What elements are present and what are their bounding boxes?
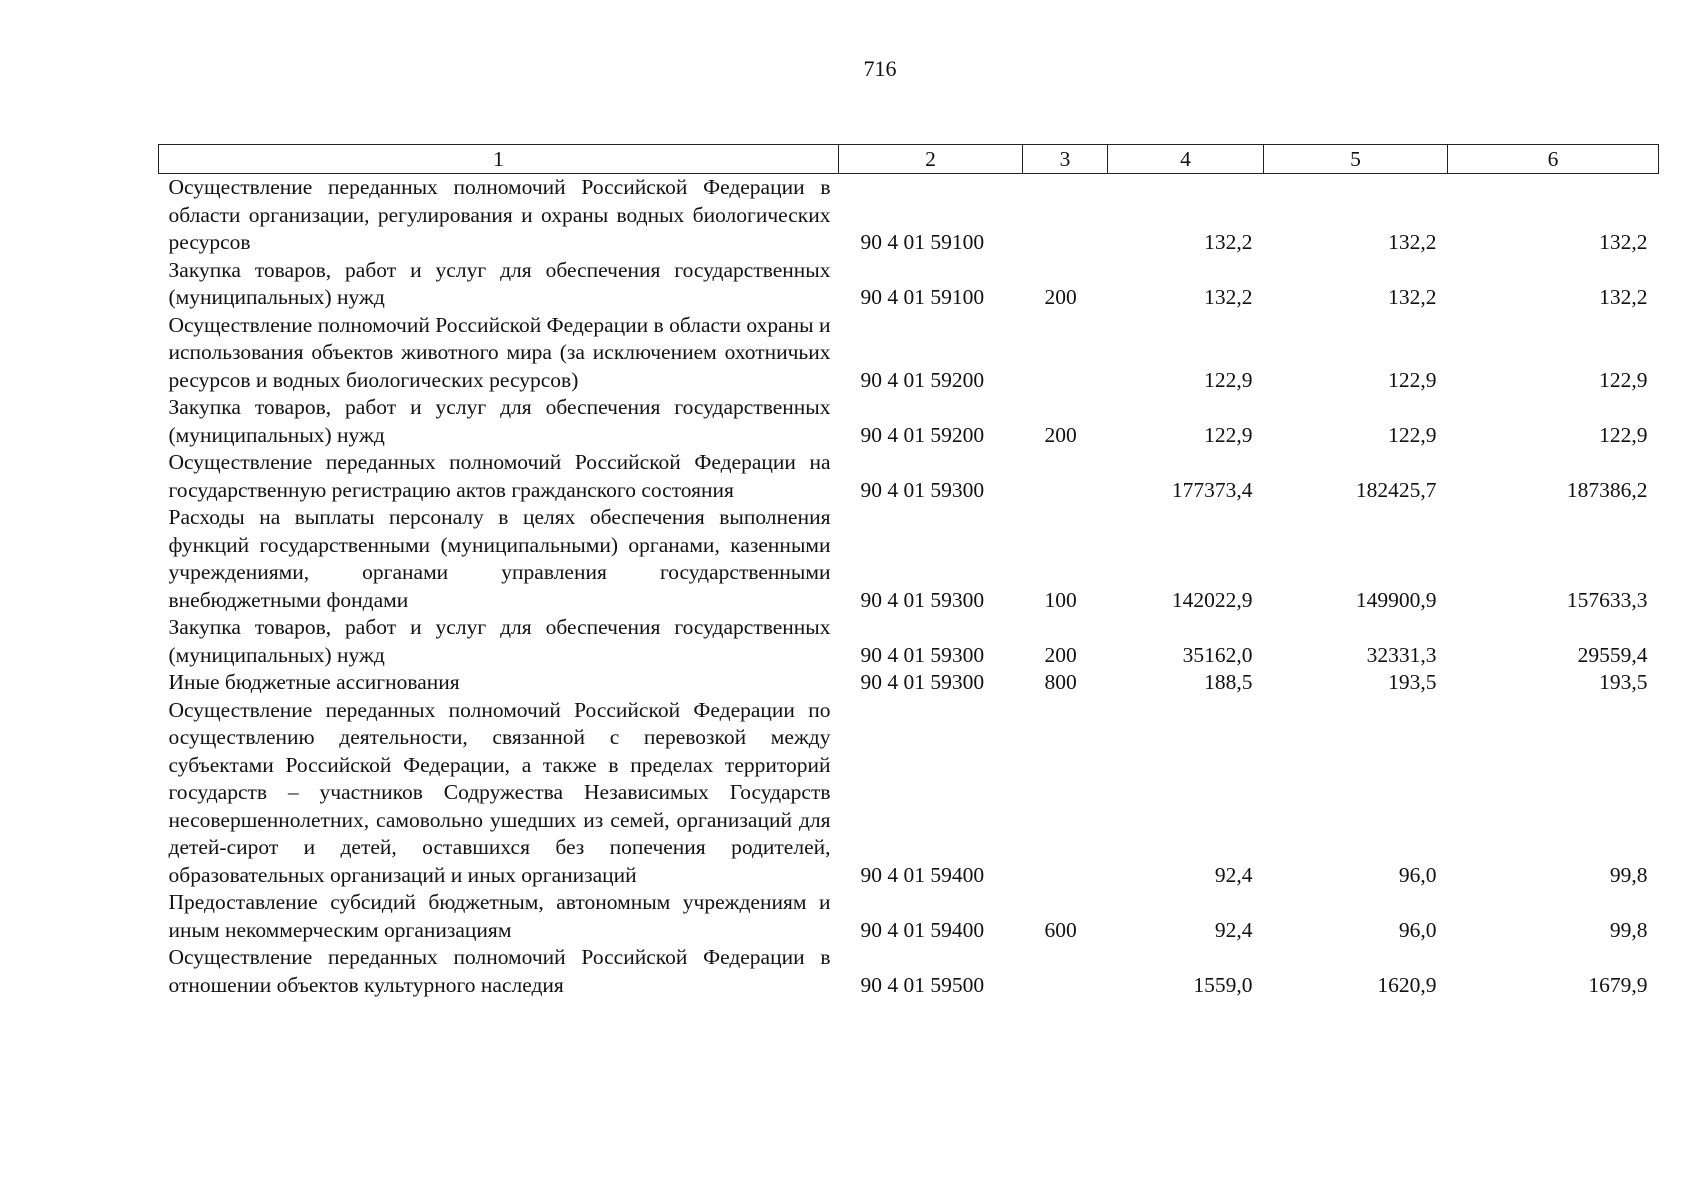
row-value-col6: 122,9	[1599, 422, 1648, 447]
row-value-col5: 132,2	[1388, 285, 1437, 309]
header-col-4: 4	[1108, 145, 1264, 174]
row-value-col6: 187386,2	[1566, 477, 1648, 502]
row-code: 90 4 01 59200	[860, 422, 985, 447]
row-expense-type: 600	[1044, 917, 1077, 942]
table-row	[159, 394, 1659, 449]
table-body	[159, 174, 1659, 1000]
header-col-1: 1	[159, 145, 839, 174]
row-code: 90 4 01 59400	[860, 917, 985, 942]
row-description: Осуществление переданных полномочий Российской Федерации по осуществлению деятельности, связанной с перевозкой между субъектами Российской Федерации, а также в пределах территорий государств – участников Содружества Независимых Государств несовершеннолетних, самовольно ушедших из семей, организаций для детей-сирот и детей, оставшихся без попечения родителей, образовательных организаций и иных организаций	[168, 697, 831, 887]
table-header	[159, 145, 1659, 174]
row-expense-type	[1023, 449, 1108, 504]
table-row	[159, 944, 1659, 999]
row-value-col5: 122,9	[1388, 422, 1437, 447]
row-expense-type	[1023, 944, 1108, 999]
table-row	[159, 614, 1659, 669]
row-value-col6: 29559,4	[1577, 642, 1648, 667]
row-value-col4: 35162,0	[1182, 642, 1253, 667]
row-expense-type: 200	[1044, 285, 1077, 309]
row-description: Расходы на выплаты персоналу в целях обеспечения выполнения функций государственными (муниципальными) органами, казенными учреждениями, органами управления государственными внебюджетными фондами	[168, 505, 831, 612]
row-value-col6: 132,2	[1599, 285, 1648, 309]
header-row	[159, 145, 1659, 174]
header-col-6: 6	[1448, 145, 1659, 174]
row-value-col4: 132,2	[1204, 285, 1253, 309]
row-value-col5: 32331,3	[1366, 642, 1437, 667]
row-code: 90 4 01 59300	[860, 477, 985, 502]
row-value-col5: 96,0	[1398, 862, 1437, 887]
row-value-col4: 1559,0	[1193, 972, 1253, 997]
table-row	[159, 449, 1659, 504]
row-value-col5: 182425,7	[1355, 477, 1437, 502]
row-description: Иные бюджетные ассигнования	[168, 670, 460, 694]
row-description: Закупка товаров, работ и услуг для обеспечения государственных (муниципальных) нужд	[168, 257, 831, 309]
budget-table	[158, 144, 1659, 999]
header-col-3: 3	[1023, 145, 1108, 174]
row-value-col6: 157633,3	[1566, 587, 1648, 612]
row-expense-type: 200	[1044, 642, 1077, 667]
row-value-col5: 96,0	[1398, 917, 1437, 942]
row-value-col6: 1679,9	[1588, 972, 1648, 997]
row-value-col4: 92,4	[1214, 917, 1253, 942]
row-value-col4: 142022,9	[1171, 587, 1253, 612]
row-value-col6: 99,8	[1609, 862, 1648, 887]
row-code: 90 4 01 59300	[860, 587, 985, 612]
row-description: Предоставление субсидий бюджетным, автономным учреждениям и иным некоммерческим организациям	[168, 890, 831, 942]
row-description: Закупка товаров, работ и услуг для обеспечения государственных (муниципальных) нужд	[168, 395, 831, 447]
header-col-2: 2	[839, 145, 1023, 174]
row-value-col4: 92,4	[1214, 862, 1253, 887]
row-code: 90 4 01 59100	[860, 230, 985, 254]
row-code: 90 4 01 59500	[860, 972, 985, 997]
row-value-col4: 132,2	[1204, 230, 1253, 254]
row-code: 90 4 01 59100	[860, 285, 985, 309]
row-expense-type	[1023, 174, 1108, 257]
table-row	[159, 889, 1659, 944]
table-row	[159, 174, 1659, 257]
row-expense-type	[1023, 697, 1108, 890]
page-number: 716	[863, 56, 897, 81]
row-value-col4: 177373,4	[1171, 477, 1253, 502]
row-expense-type: 200	[1044, 422, 1077, 447]
table-row	[159, 669, 1659, 697]
table-row	[159, 504, 1659, 614]
row-code: 90 4 01 59300	[860, 642, 985, 667]
row-value-col5: 1620,9	[1377, 972, 1437, 997]
row-description: Осуществление переданных полномочий Российской Федерации в области организации, регулирования и охраны водных биологических ресурсов	[168, 175, 831, 254]
row-value-col6: 193,5	[1599, 670, 1648, 694]
row-expense-type	[1023, 312, 1108, 395]
row-value-col4: 122,9	[1204, 367, 1253, 392]
row-description: Закупка товаров, работ и услуг для обеспечения государственных (муниципальных) нужд	[168, 615, 831, 667]
row-value-col5: 122,9	[1388, 367, 1437, 392]
row-description: Осуществление переданных полномочий Российской Федерации на государственную регистрацию актов гражданского состояния	[168, 450, 831, 502]
row-value-col6: 99,8	[1609, 917, 1648, 942]
row-value-col6: 132,2	[1599, 230, 1648, 254]
row-value-col4: 122,9	[1204, 422, 1253, 447]
row-description: Осуществление полномочий Российской Федерации в области охраны и использования объектов животного мира (за исключением охотничьих ресурсов и водных биологических ресурсов)	[168, 312, 831, 392]
row-value-col6: 122,9	[1599, 367, 1648, 392]
row-description: Осуществление переданных полномочий Российской Федерации в отношении объектов культурного наследия	[168, 945, 831, 997]
row-value-col5: 149900,9	[1355, 587, 1437, 612]
table-row	[159, 697, 1659, 890]
table-row	[159, 312, 1659, 395]
row-expense-type: 100	[1044, 587, 1077, 612]
row-value-col5: 132,2	[1388, 230, 1437, 254]
row-expense-type: 800	[1044, 670, 1077, 694]
row-code: 90 4 01 59400	[860, 862, 985, 887]
table-row	[159, 257, 1659, 312]
row-code: 90 4 01 59300	[860, 670, 985, 694]
row-code: 90 4 01 59200	[860, 367, 985, 392]
header-col-5: 5	[1264, 145, 1448, 174]
row-value-col4: 188,5	[1204, 670, 1253, 694]
row-value-col5: 193,5	[1388, 670, 1437, 694]
